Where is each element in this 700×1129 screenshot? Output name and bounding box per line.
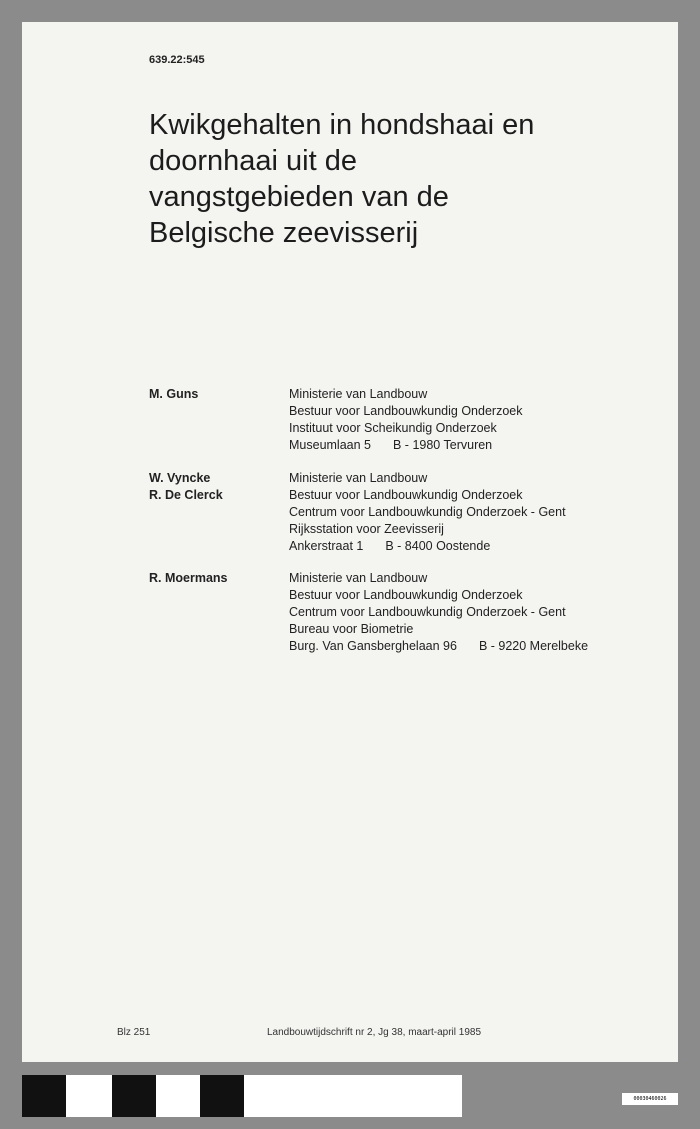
address-line bbox=[289, 538, 700, 555]
author-affiliation bbox=[289, 470, 700, 555]
document-page bbox=[22, 22, 678, 1062]
calibration-block bbox=[200, 1075, 244, 1117]
article-title bbox=[149, 107, 669, 251]
affiliation-line: Ministerie van Landbouw bbox=[289, 571, 428, 585]
affiliation-line: Instituut voor Scheikundig Onderzoek bbox=[289, 421, 497, 435]
journal-citation: Landbouwtijdschrift nr 2, Jg 38, maart-april 1985 bbox=[267, 1027, 482, 1038]
title-line: doornhaai uit de bbox=[149, 145, 357, 177]
classification-code: 639.22:545 bbox=[149, 54, 205, 66]
city: B - 8400 Oostende bbox=[385, 539, 491, 553]
calibration-block bbox=[112, 1075, 156, 1117]
affiliation-line: Bureau voor Biometrie bbox=[289, 622, 414, 636]
street: Ankerstraat 1 bbox=[289, 539, 364, 553]
author-name: W. Vyncke bbox=[149, 471, 211, 485]
calibration-block bbox=[22, 1075, 66, 1117]
author-names bbox=[149, 386, 279, 403]
affiliation-line: Bestuur voor Landbouwkundig Onderzoek bbox=[289, 488, 523, 502]
author-affiliation bbox=[289, 386, 700, 454]
affiliation-line: Centrum voor Landbouwkundig Onderzoek - Gent bbox=[289, 605, 566, 619]
affiliation-line: Ministerie van Landbouw bbox=[289, 387, 428, 401]
title-line: Belgische zeevisserij bbox=[149, 217, 419, 249]
affiliation-line: Centrum voor Landbouwkundig Onderzoek - Gent bbox=[289, 505, 566, 519]
author-affiliation bbox=[289, 570, 700, 655]
author-name: R. Moermans bbox=[149, 571, 228, 585]
address-line bbox=[289, 437, 700, 454]
author-name: M. Guns bbox=[149, 387, 199, 401]
author-names bbox=[149, 470, 279, 504]
city: B - 9220 Merelbeke bbox=[478, 639, 589, 653]
affiliation-line: Bestuur voor Landbouwkundig Onderzoek bbox=[289, 588, 523, 602]
title-line: Kwikgehalten in hondshaai en bbox=[149, 109, 535, 141]
affiliation-line: Rijksstation voor Zeevisserij bbox=[289, 522, 444, 536]
address-line bbox=[289, 638, 700, 655]
affiliation-line: Ministerie van Landbouw bbox=[289, 471, 428, 485]
city: B - 1980 Tervuren bbox=[393, 438, 493, 452]
color-calibration-strip bbox=[22, 1075, 462, 1117]
street: Burg. Van Gansberghelaan 96 bbox=[289, 639, 457, 653]
title-line: vangstgebieden van de bbox=[149, 181, 449, 213]
page-number: Blz 251 bbox=[117, 1027, 151, 1038]
street: Museumlaan 5 bbox=[289, 438, 371, 452]
author-names bbox=[149, 570, 279, 587]
affiliation-line: Bestuur voor Landbouwkundig Onderzoek bbox=[289, 404, 523, 418]
barcode-label: 00030460026 bbox=[622, 1093, 678, 1105]
author-name: R. De Clerck bbox=[149, 488, 223, 502]
